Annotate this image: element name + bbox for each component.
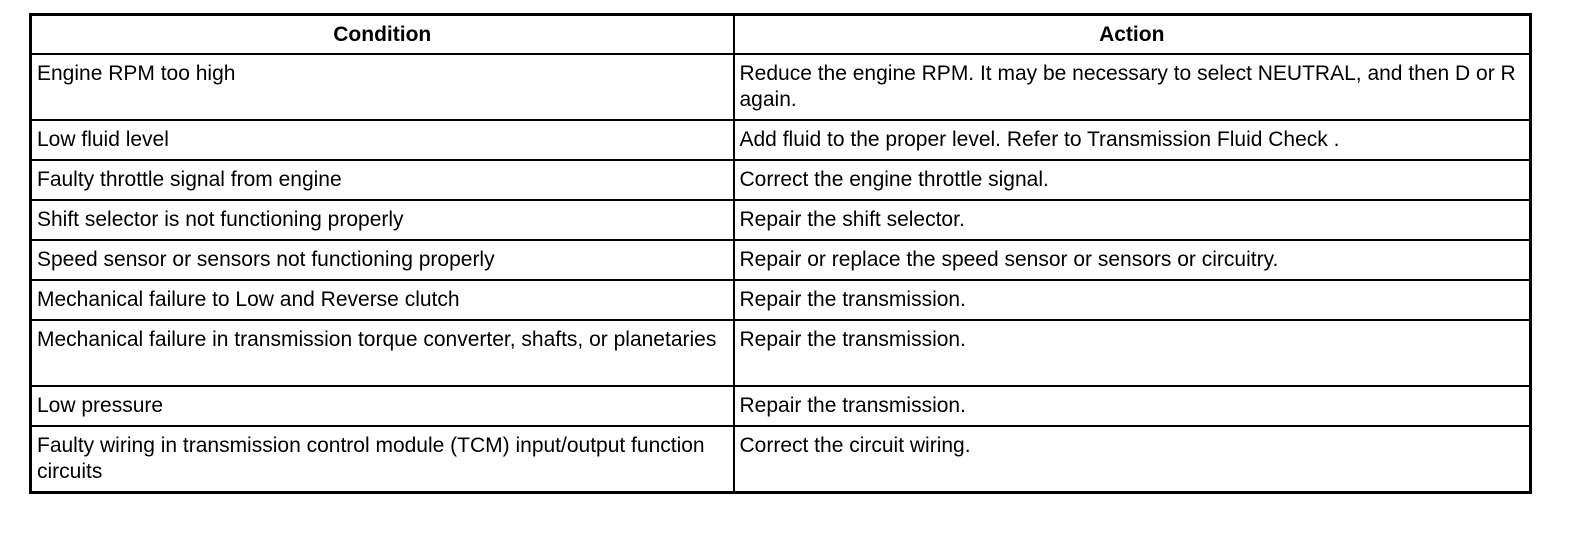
action-cell: Repair the transmission. [734, 386, 1531, 426]
condition-cell: Shift selector is not functioning properly [31, 200, 734, 240]
table-row [31, 160, 1531, 200]
table-row [31, 320, 1531, 386]
action-cell: Repair the shift selector. [734, 200, 1531, 240]
condition-cell: Low fluid level [31, 120, 734, 160]
condition-cell: Low pressure [31, 386, 734, 426]
action-cell: Reduce the engine RPM. It may be necessary to select NEUTRAL, and then D or R again. [734, 54, 1531, 120]
table-row [31, 426, 1531, 493]
table-row [31, 54, 1531, 120]
diagnostic-table-container [29, 13, 1529, 494]
action-cell: Repair the transmission. [734, 320, 1531, 386]
table-row [31, 120, 1531, 160]
condition-cell: Faulty throttle signal from engine [31, 160, 734, 200]
header-action: Action [734, 15, 1531, 55]
condition-cell: Speed sensor or sensors not functioning properly [31, 240, 734, 280]
table-row [31, 386, 1531, 426]
action-cell: Repair the transmission. [734, 280, 1531, 320]
header-condition: Condition [31, 15, 734, 55]
table-row [31, 280, 1531, 320]
condition-cell: Mechanical failure to Low and Reverse clutch [31, 280, 734, 320]
action-cell: Correct the engine throttle signal. [734, 160, 1531, 200]
action-cell: Repair or replace the speed sensor or sensors or circuitry. [734, 240, 1531, 280]
condition-cell: Engine RPM too high [31, 54, 734, 120]
diagnostic-table [29, 13, 1532, 494]
condition-cell: Faulty wiring in transmission control module (TCM) input/output function circuits [31, 426, 734, 493]
table-row [31, 200, 1531, 240]
table-header-row [31, 15, 1531, 55]
action-cell: Add fluid to the proper level. Refer to Transmission Fluid Check . [734, 120, 1531, 160]
table-row [31, 240, 1531, 280]
condition-cell: Mechanical failure in transmission torque converter, shafts, or planetaries [31, 320, 734, 386]
action-cell: Correct the circuit wiring. [734, 426, 1531, 493]
